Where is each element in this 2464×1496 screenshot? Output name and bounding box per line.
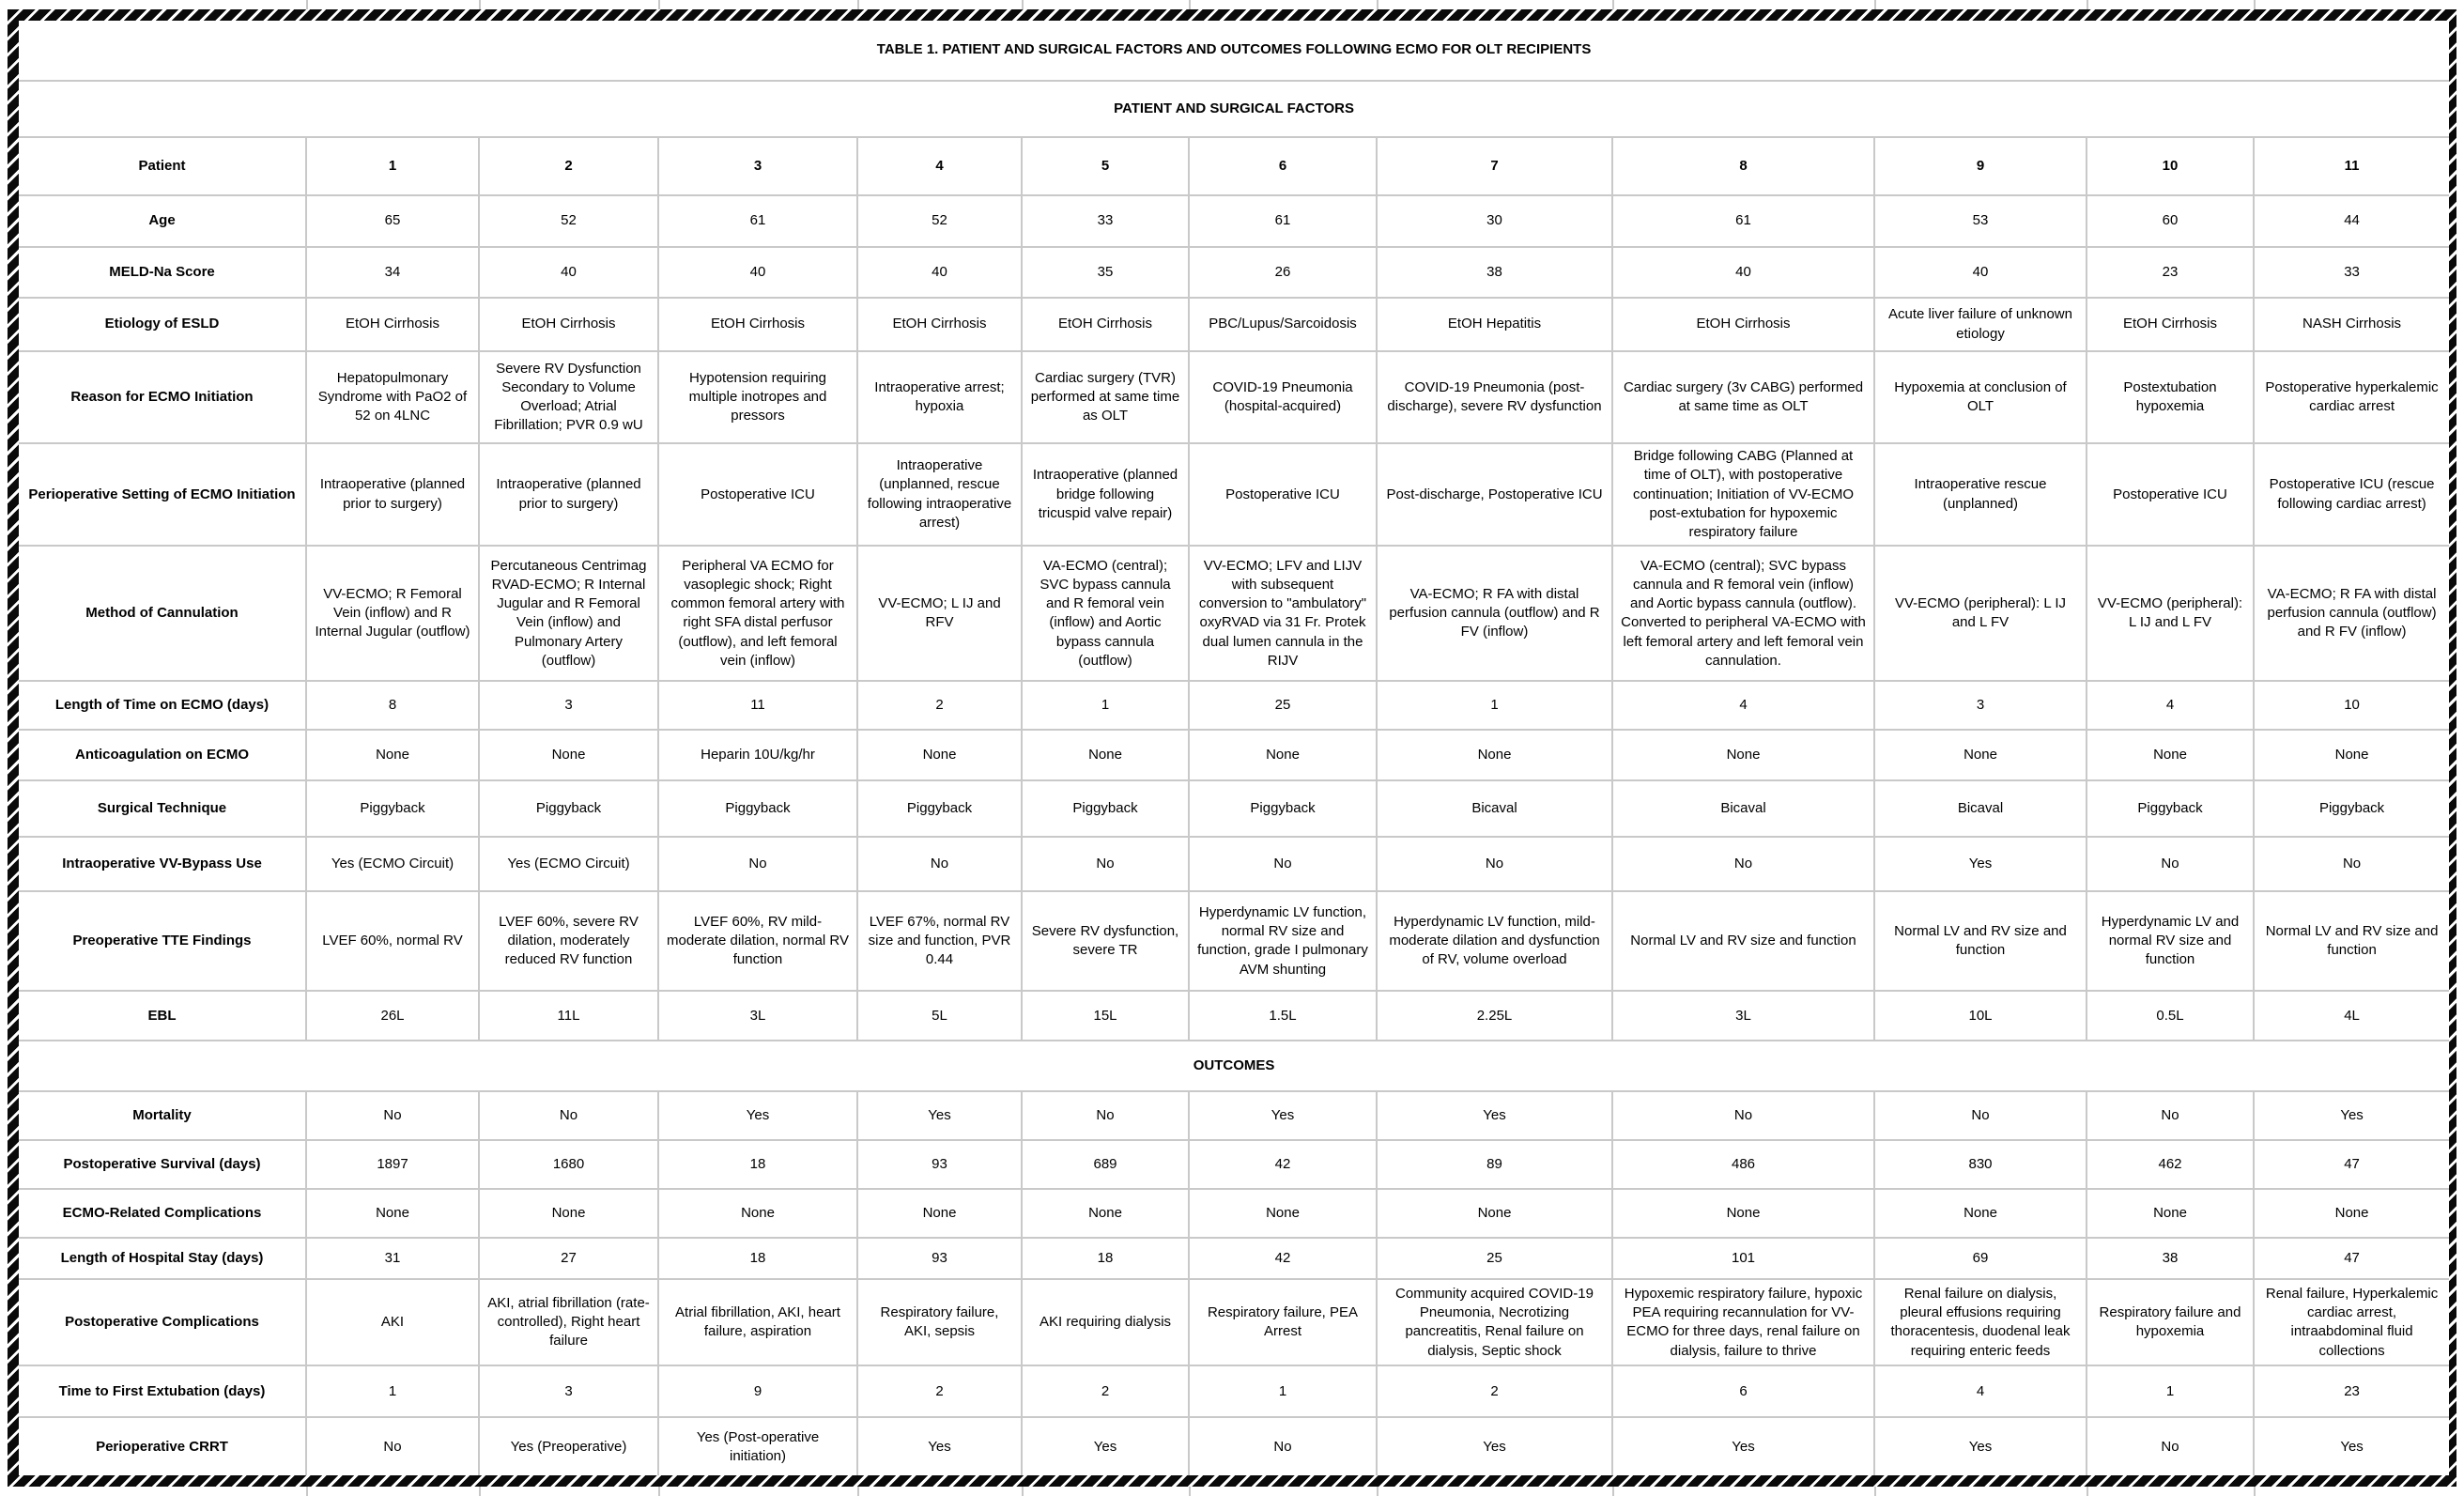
- cell: VA-ECMO (central); SVC bypass cannula and R femoral vein (inflow) and Aortic bypass cannula (outflow): [1022, 546, 1189, 681]
- row-label: Preoperative TTE Findings: [19, 891, 306, 991]
- cell: Yes (ECMO Circuit): [479, 837, 658, 891]
- partial-gridline: [2087, 1487, 2088, 1496]
- cell: None: [1022, 730, 1189, 780]
- table-row: [19, 1238, 2449, 1279]
- cell: Acute liver failure of unknown etiology: [1874, 298, 2087, 351]
- cell: Intraoperative (unplanned, rescue following intraoperative arrest): [857, 443, 1022, 546]
- cell: No: [1612, 1091, 1874, 1140]
- partial-gridline: [658, 0, 660, 9]
- section-header-outcomes: OUTCOMES: [19, 1041, 2449, 1091]
- cell: LVEF 67%, normal RV size and function, PVR 0.44: [857, 891, 1022, 991]
- cell: 830: [1874, 1140, 2087, 1189]
- cell: None: [1612, 730, 1874, 780]
- cell: No: [658, 837, 857, 891]
- cell: 89: [1377, 1140, 1612, 1189]
- cell: PBC/Lupus/Sarcoidosis: [1189, 298, 1377, 351]
- cell: Respiratory failure, AKI, sepsis: [857, 1279, 1022, 1365]
- table-row: [19, 546, 2449, 681]
- cell: 2: [1022, 1365, 1189, 1417]
- table-row: [19, 1091, 2449, 1140]
- patient-number: 3: [658, 137, 857, 195]
- section-row-factors: [19, 81, 2449, 137]
- cell: 3: [479, 1365, 658, 1417]
- cell: 44: [2254, 195, 2449, 247]
- cell: 3: [479, 681, 658, 730]
- cell: 34: [306, 247, 479, 298]
- cell: Normal LV and RV size and function: [2254, 891, 2449, 991]
- row-label: Age: [19, 195, 306, 247]
- cell: No: [1022, 1091, 1189, 1140]
- cell: 61: [1189, 195, 1377, 247]
- cell: LVEF 60%, severe RV dilation, moderately reduced RV function: [479, 891, 658, 991]
- cell: 60: [2087, 195, 2254, 247]
- cell: Intraoperative (planned prior to surgery): [306, 443, 479, 546]
- cell: 40: [1612, 247, 1874, 298]
- cell: None: [1022, 1189, 1189, 1238]
- partial-gridline: [1189, 0, 1191, 9]
- table-row: [19, 351, 2449, 443]
- cell: Yes: [1377, 1091, 1612, 1140]
- cell: 1680: [479, 1140, 658, 1189]
- cell: 2: [1377, 1365, 1612, 1417]
- cell: VV-ECMO (peripheral): L IJ and L FV: [2087, 546, 2254, 681]
- table-row: [19, 1140, 2449, 1189]
- cell: No: [2254, 837, 2449, 891]
- table-row: [19, 780, 2449, 837]
- cell: 10: [2254, 681, 2449, 730]
- row-label: Perioperative CRRT: [19, 1417, 306, 1475]
- table-row: [19, 298, 2449, 351]
- cell: VA-ECMO; R FA with distal perfusion cannula (outflow) and R FV (inflow): [1377, 546, 1612, 681]
- cell: 93: [857, 1140, 1022, 1189]
- cell: Yes: [1874, 1417, 2087, 1475]
- cell: Normal LV and RV size and function: [1612, 891, 1874, 991]
- cell: Piggyback: [1189, 780, 1377, 837]
- cell: Hyperdynamic LV function, mild-moderate dilation and dysfunction of RV, volume overload: [1377, 891, 1612, 991]
- cell: 38: [1377, 247, 1612, 298]
- title-row: [19, 21, 2449, 81]
- row-label: Postoperative Complications: [19, 1279, 306, 1365]
- cell: 1: [2087, 1365, 2254, 1417]
- cell: Severe RV Dysfunction Secondary to Volume Overload; Atrial Fibrillation; PVR 0.9 wU: [479, 351, 658, 443]
- row-label: ECMO-Related Complications: [19, 1189, 306, 1238]
- cell: No: [1377, 837, 1612, 891]
- table-title: TABLE 1. PATIENT AND SURGICAL FACTORS AND OUTCOMES FOLLOWING ECMO FOR OLT RECIPIENTS: [19, 21, 2449, 81]
- cell: Postoperative ICU (rescue following cardiac arrest): [2254, 443, 2449, 546]
- patient-number: 2: [479, 137, 658, 195]
- cell: Piggyback: [2087, 780, 2254, 837]
- partial-gridline: [1189, 1487, 1191, 1496]
- cell: None: [2254, 1189, 2449, 1238]
- cell: Yes: [1022, 1417, 1189, 1475]
- cell: 1: [306, 1365, 479, 1417]
- table-row: [19, 443, 2449, 546]
- cell: Hypoxemia at conclusion of OLT: [1874, 351, 2087, 443]
- cell: AKI, atrial fibrillation (rate-controlled), Right heart failure: [479, 1279, 658, 1365]
- cell: No: [479, 1091, 658, 1140]
- table-row: [19, 1189, 2449, 1238]
- cell: Postextubation hypoxemia: [2087, 351, 2254, 443]
- cell: 38: [2087, 1238, 2254, 1279]
- cell: None: [2254, 730, 2449, 780]
- cell: 40: [1874, 247, 2087, 298]
- cell: 61: [658, 195, 857, 247]
- cell: AKI requiring dialysis: [1022, 1279, 1189, 1365]
- cell: 47: [2254, 1140, 2449, 1189]
- cell: Intraoperative arrest; hypoxia: [857, 351, 1022, 443]
- cell: None: [857, 730, 1022, 780]
- cell: 23: [2254, 1365, 2449, 1417]
- row-label: Patient: [19, 137, 306, 195]
- cell: 101: [1612, 1238, 1874, 1279]
- cell: Postoperative ICU: [1189, 443, 1377, 546]
- cell: Renal failure, Hyperkalemic cardiac arrest, intraabdominal fluid collections: [2254, 1279, 2449, 1365]
- patient-number: 6: [1189, 137, 1377, 195]
- section-row-outcomes: [19, 1041, 2449, 1091]
- patient-number: 8: [1612, 137, 1874, 195]
- cell: None: [1874, 730, 2087, 780]
- cell: Postoperative ICU: [658, 443, 857, 546]
- cell: 9: [658, 1365, 857, 1417]
- row-label: Etiology of ESLD: [19, 298, 306, 351]
- cell: 42: [1189, 1140, 1377, 1189]
- cell: 18: [1022, 1238, 1189, 1279]
- cell: Intraoperative (planned bridge following tricuspid valve repair): [1022, 443, 1189, 546]
- cell: Community acquired COVID-19 Pneumonia, Necrotizing pancreatitis, Renal failure on dialysis, Septic shock: [1377, 1279, 1612, 1365]
- row-label: Postoperative Survival (days): [19, 1140, 306, 1189]
- table-row: [19, 195, 2449, 247]
- cell: 3L: [1612, 991, 1874, 1041]
- cell: 93: [857, 1238, 1022, 1279]
- partial-gridline: [857, 0, 859, 9]
- partial-cells-bottom: [8, 1487, 2456, 1496]
- partial-gridline: [1874, 1487, 1876, 1496]
- cell: 2: [857, 681, 1022, 730]
- cell: Piggyback: [306, 780, 479, 837]
- table-row: [19, 681, 2449, 730]
- cell: Yes: [857, 1417, 1022, 1475]
- cell: 5L: [857, 991, 1022, 1041]
- table-row: [19, 1417, 2449, 1475]
- row-label: Surgical Technique: [19, 780, 306, 837]
- cell: Yes (ECMO Circuit): [306, 837, 479, 891]
- cell: Yes: [658, 1091, 857, 1140]
- cell: Bicaval: [1377, 780, 1612, 837]
- cell: Piggyback: [658, 780, 857, 837]
- partial-gridline: [1377, 1487, 1378, 1496]
- row-label: Reason for ECMO Initiation: [19, 351, 306, 443]
- cell: Yes: [2254, 1417, 2449, 1475]
- cell: Bicaval: [1874, 780, 2087, 837]
- cell: 52: [479, 195, 658, 247]
- cell: VA-ECMO; R FA with distal perfusion cannula (outflow) and R FV (inflow): [2254, 546, 2449, 681]
- cell: 18: [658, 1140, 857, 1189]
- cell: Cardiac surgery (TVR) performed at same time as OLT: [1022, 351, 1189, 443]
- cell: None: [479, 1189, 658, 1238]
- cell: AKI: [306, 1279, 479, 1365]
- cell: None: [1377, 1189, 1612, 1238]
- partial-gridline: [1022, 1487, 1024, 1496]
- cell: 47: [2254, 1238, 2449, 1279]
- cell: 689: [1022, 1140, 1189, 1189]
- cell: 4: [1874, 1365, 2087, 1417]
- partial-gridline: [2254, 1487, 2256, 1496]
- cell: 4L: [2254, 991, 2449, 1041]
- patient-number: 1: [306, 137, 479, 195]
- cell: 2.25L: [1377, 991, 1612, 1041]
- cell: Bridge following CABG (Planned at time of OLT), with postoperative continuation; Initiation of VV-ECMO post-extubation for hypoxemic respiratory failure: [1612, 443, 1874, 546]
- cell: Hypoxemic respiratory failure, hypoxic PEA requiring recannulation for VV-ECMO for three days, renal failure on dialysis, failure to thrive: [1612, 1279, 1874, 1365]
- cell: Hypotension requiring multiple inotropes and pressors: [658, 351, 857, 443]
- cell: 25: [1377, 1238, 1612, 1279]
- cell: Normal LV and RV size and function: [1874, 891, 2087, 991]
- patient-number: 7: [1377, 137, 1612, 195]
- cell: EtOH Cirrhosis: [1612, 298, 1874, 351]
- cell: Yes: [1612, 1417, 1874, 1475]
- partial-gridline: [1022, 0, 1024, 9]
- cell: No: [857, 837, 1022, 891]
- cell: Severe RV dysfunction, severe TR: [1022, 891, 1189, 991]
- partial-gridline: [1612, 1487, 1614, 1496]
- cell: 18: [658, 1238, 857, 1279]
- cell: 1897: [306, 1140, 479, 1189]
- cell: 42: [1189, 1238, 1377, 1279]
- patient-number: 10: [2087, 137, 2254, 195]
- cell: 1: [1377, 681, 1612, 730]
- section-header-factors: PATIENT AND SURGICAL FACTORS: [19, 81, 2449, 137]
- cell: No: [2087, 1417, 2254, 1475]
- table-row: [19, 247, 2449, 298]
- table-outer-border: [8, 9, 2456, 1487]
- partial-gridline: [479, 0, 481, 9]
- cell: Postoperative hyperkalemic cardiac arrest: [2254, 351, 2449, 443]
- table-row: [19, 837, 2449, 891]
- cell: Respiratory failure and hypoxemia: [2087, 1279, 2254, 1365]
- cell: Atrial fibrillation, AKI, heart failure, aspiration: [658, 1279, 857, 1365]
- cell: Respiratory failure, PEA Arrest: [1189, 1279, 1377, 1365]
- cell: Bicaval: [1612, 780, 1874, 837]
- cell: Yes (Post-operative initiation): [658, 1417, 857, 1475]
- row-label: Anticoagulation on ECMO: [19, 730, 306, 780]
- cell: Postoperative ICU: [2087, 443, 2254, 546]
- cell: VV-ECMO (peripheral): L IJ and L FV: [1874, 546, 2087, 681]
- cell: NASH Cirrhosis: [2254, 298, 2449, 351]
- cell: 40: [658, 247, 857, 298]
- cell: Piggyback: [857, 780, 1022, 837]
- cell: 3: [1874, 681, 2087, 730]
- cell: None: [479, 730, 658, 780]
- patient-outcomes-table: [19, 21, 2449, 1475]
- cell: None: [2087, 1189, 2254, 1238]
- cell: 23: [2087, 247, 2254, 298]
- cell: Percutaneous Centrimag RVAD-ECMO; R Internal Jugular and R Femoral Vein (inflow) and Pulmonary Artery (outflow): [479, 546, 658, 681]
- cell: 4: [1612, 681, 1874, 730]
- row-label: Mortality: [19, 1091, 306, 1140]
- cell: Peripheral VA ECMO for vasoplegic shock; Right common femoral artery with right SFA distal perfusor (outflow), and left femoral vein (inflow): [658, 546, 857, 681]
- cell: Heparin 10U/kg/hr: [658, 730, 857, 780]
- cell: Piggyback: [2254, 780, 2449, 837]
- cell: 40: [857, 247, 1022, 298]
- cell: 35: [1022, 247, 1189, 298]
- cell: Yes: [1874, 837, 2087, 891]
- cell: No: [1874, 1091, 2087, 1140]
- row-label: Time to First Extubation (days): [19, 1365, 306, 1417]
- cell: 11: [658, 681, 857, 730]
- cell: 52: [857, 195, 1022, 247]
- cell: 61: [1612, 195, 1874, 247]
- partial-gridline: [2087, 0, 2088, 9]
- cell: EtOH Cirrhosis: [479, 298, 658, 351]
- cell: VV-ECMO; LFV and LIJV with subsequent conversion to "ambulatory" oxyRVAD via 31 Fr. Protek dual lumen cannula in the RIJV: [1189, 546, 1377, 681]
- cell: Hepatopulmonary Syndrome with PaO2 of 52 on 4LNC: [306, 351, 479, 443]
- cell: EtOH Cirrhosis: [1022, 298, 1189, 351]
- cell: Cardiac surgery (3v CABG) performed at same time as OLT: [1612, 351, 1874, 443]
- cell: 30: [1377, 195, 1612, 247]
- cell: Intraoperative rescue (unplanned): [1874, 443, 2087, 546]
- cell: 31: [306, 1238, 479, 1279]
- cell: Renal failure on dialysis, pleural effusions requiring thoracentesis, duodenal leak requiring enteric feeds: [1874, 1279, 2087, 1365]
- table-row: [19, 891, 2449, 991]
- cell: 27: [479, 1238, 658, 1279]
- cell: 1: [1022, 681, 1189, 730]
- table-row: [19, 1365, 2449, 1417]
- cell: No: [2087, 1091, 2254, 1140]
- partial-gridline: [1377, 0, 1378, 9]
- cell: 2: [857, 1365, 1022, 1417]
- cell: 25: [1189, 681, 1377, 730]
- cell: None: [306, 1189, 479, 1238]
- table-row: [19, 730, 2449, 780]
- partial-gridline: [306, 0, 308, 9]
- cell: None: [658, 1189, 857, 1238]
- cell: EtOH Cirrhosis: [857, 298, 1022, 351]
- cell: None: [1874, 1189, 2087, 1238]
- cell: No: [306, 1091, 479, 1140]
- cell: 0.5L: [2087, 991, 2254, 1041]
- table-row: [19, 137, 2449, 195]
- cell: No: [1189, 1417, 1377, 1475]
- cell: 65: [306, 195, 479, 247]
- cell: 6: [1612, 1365, 1874, 1417]
- cell: Yes: [1377, 1417, 1612, 1475]
- table-row: [19, 991, 2449, 1041]
- cell: EtOH Cirrhosis: [658, 298, 857, 351]
- cell: Yes: [857, 1091, 1022, 1140]
- patient-number: 11: [2254, 137, 2449, 195]
- cell: 462: [2087, 1140, 2254, 1189]
- cell: 33: [1022, 195, 1189, 247]
- row-label: MELD-Na Score: [19, 247, 306, 298]
- cell: 26: [1189, 247, 1377, 298]
- cell: Piggyback: [479, 780, 658, 837]
- cell: No: [2087, 837, 2254, 891]
- partial-cells-top: [8, 0, 2456, 9]
- cell: LVEF 60%, RV mild-moderate dilation, normal RV function: [658, 891, 857, 991]
- cell: None: [306, 730, 479, 780]
- cell: Hyperdynamic LV function, normal RV size and function, grade I pulmonary AVM shunting: [1189, 891, 1377, 991]
- row-label: Perioperative Setting of ECMO Initiation: [19, 443, 306, 546]
- cell: 10L: [1874, 991, 2087, 1041]
- cell: No: [1022, 837, 1189, 891]
- cell: 26L: [306, 991, 479, 1041]
- cell: Yes (Preoperative): [479, 1417, 658, 1475]
- row-label: Intraoperative VV-Bypass Use: [19, 837, 306, 891]
- cell: VA-ECMO (central); SVC bypass cannula and R femoral vein (inflow) and Aortic bypass cannula (outflow). Converted to peripheral VA-ECMO with left femoral artery and left femoral vein cannulation.: [1612, 546, 1874, 681]
- cell: EtOH Cirrhosis: [306, 298, 479, 351]
- patient-number: 9: [1874, 137, 2087, 195]
- patient-number: 4: [857, 137, 1022, 195]
- cell: 1: [1189, 1365, 1377, 1417]
- cell: 4: [2087, 681, 2254, 730]
- cell: Yes: [1189, 1091, 1377, 1140]
- cell: 11L: [479, 991, 658, 1041]
- cell: None: [1612, 1189, 1874, 1238]
- cell: 486: [1612, 1140, 1874, 1189]
- cell: LVEF 60%, normal RV: [306, 891, 479, 991]
- cell: COVID-19 Pneumonia (post-discharge), severe RV dysfunction: [1377, 351, 1612, 443]
- partial-gridline: [306, 1487, 308, 1496]
- cell: 69: [1874, 1238, 2087, 1279]
- cell: Piggyback: [1022, 780, 1189, 837]
- cell: None: [857, 1189, 1022, 1238]
- partial-gridline: [857, 1487, 859, 1496]
- cell: No: [1612, 837, 1874, 891]
- cell: Hyperdynamic LV and normal RV size and function: [2087, 891, 2254, 991]
- cell: Yes: [2254, 1091, 2449, 1140]
- partial-gridline: [2254, 0, 2256, 9]
- table-row: [19, 1279, 2449, 1365]
- partial-gridline: [658, 1487, 660, 1496]
- cell: None: [1377, 730, 1612, 780]
- cell: None: [1189, 1189, 1377, 1238]
- row-label: Length of Hospital Stay (days): [19, 1238, 306, 1279]
- partial-gridline: [1874, 0, 1876, 9]
- cell: No: [1189, 837, 1377, 891]
- cell: 3L: [658, 991, 857, 1041]
- cell: 33: [2254, 247, 2449, 298]
- row-label: Length of Time on ECMO (days): [19, 681, 306, 730]
- cell: Post-discharge, Postoperative ICU: [1377, 443, 1612, 546]
- cell: 40: [479, 247, 658, 298]
- cell: 53: [1874, 195, 2087, 247]
- patient-number: 5: [1022, 137, 1189, 195]
- cell: No: [306, 1417, 479, 1475]
- cell: VV-ECMO; R Femoral Vein (inflow) and R Internal Jugular (outflow): [306, 546, 479, 681]
- row-label: Method of Cannulation: [19, 546, 306, 681]
- cell: VV-ECMO; L IJ and RFV: [857, 546, 1022, 681]
- cell: None: [2087, 730, 2254, 780]
- partial-gridline: [479, 1487, 481, 1496]
- cell: 15L: [1022, 991, 1189, 1041]
- cell: COVID-19 Pneumonia (hospital-acquired): [1189, 351, 1377, 443]
- cell: 8: [306, 681, 479, 730]
- cell: EtOH Cirrhosis: [2087, 298, 2254, 351]
- partial-gridline: [1612, 0, 1614, 9]
- cell: EtOH Hepatitis: [1377, 298, 1612, 351]
- cell: 1.5L: [1189, 991, 1377, 1041]
- cell: None: [1189, 730, 1377, 780]
- cell: Intraoperative (planned prior to surgery): [479, 443, 658, 546]
- row-label: EBL: [19, 991, 306, 1041]
